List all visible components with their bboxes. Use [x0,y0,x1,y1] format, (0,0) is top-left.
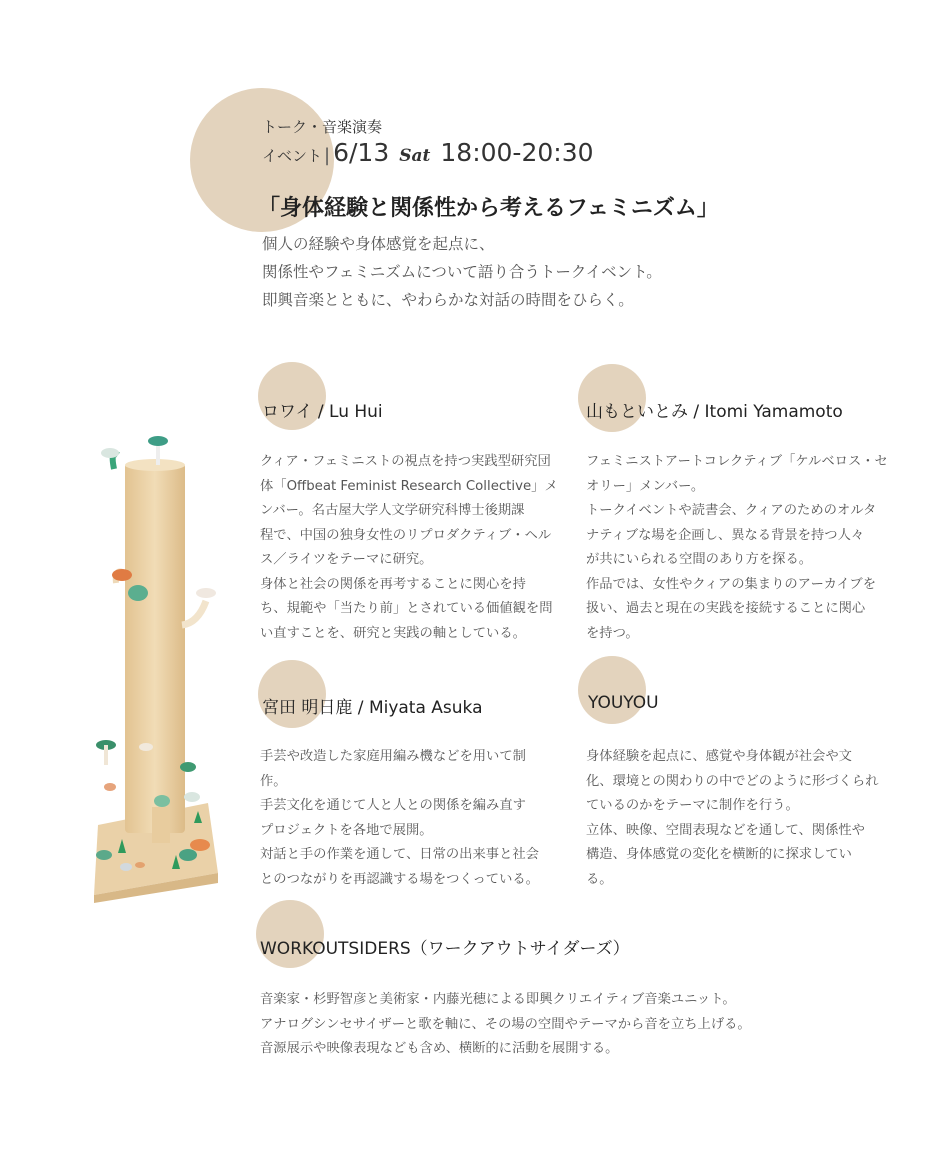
profile-name-luhui: ロワイ / Lu Hui [262,402,383,422]
event-separator: | [324,145,331,166]
bio-line: 扱い、過去と現在の実践を接続することに関心 [586,601,866,616]
profile-circle-youyou [578,656,646,724]
bio-line: 手芸文化を通じて人と人との関係を編み直す [260,798,526,813]
bio-line: 程で、中国の独身女性のリプロダクティブ・ヘル [260,527,552,543]
bio-line: とのつながりを再認識する場をつくっている。 [260,871,539,887]
profile-name-itomi: 山もといとみ / Itomi Yamamoto [586,402,843,422]
intro-line: 即興音楽とともに、やわらかな対話の時間をひらく。 [262,291,634,309]
bio-line: オリー」メンバー。 [586,478,705,494]
event-time: 18:00-20:30 [440,138,594,167]
profile-bio-youyou [586,745,879,892]
event-title: 「身体経験と関係性から考えるフェミニズム」 [258,196,719,221]
bio-line: 立体、映像、空間表現などを通して、関係性や [586,822,865,838]
bio-line: 身体経験を起点に、感覚や身体観が社会や文 [586,749,852,764]
bio-line: ているのかをテーマに制作を行う。 [586,798,799,813]
event-type-label: トーク・音楽演奏 [262,118,383,136]
event-intro [262,230,662,314]
profile-name-youyou: YOUYOU [588,693,659,713]
profile-bio-workoutsiders [260,988,751,1062]
bio-line: い直すことを、研究と実践の軸としている。 [260,625,526,641]
mushroom-sculpture-illustration [80,425,230,905]
bio-line: クィア・フェミニストの視点を持つ実践型研究団 [260,454,551,469]
profile-name-workoutsiders: WORKOUTSIDERS（ワークアウトサイダーズ） [260,939,630,959]
bio-line: アナログシンセサイザーと歌を軸に、その場の空間やテーマから音を立ち上げる。 [260,1016,751,1032]
bio-line: 体「Offbeat Feminist Research Collective」メ [260,478,558,494]
bio-line: ンバー。名古屋大学人文学研究科博士後期課 [260,503,525,518]
profile-bio-itomi [586,450,888,646]
event-date: 6/13 [333,138,390,167]
bio-line: 音源展示や映像表現なども含め、横断的に活動を展開する。 [260,1041,619,1056]
bio-line: を持つ。 [586,625,639,641]
bio-line: 身体と社会の関係を再考することに関心を持 [260,576,526,592]
bio-line: ス／ライツをテーマに研究。 [260,552,433,567]
profile-name-asuka: 宮田 明日鹿 / Miyata Asuka [262,698,483,718]
intro-line: 個人の経験や身体感覚を起点に、 [262,235,495,253]
profile-bio-asuka [260,745,539,892]
bio-line: 対話と手の作業を通して、日常の出来事と社会 [260,847,539,862]
bio-line: 作。 [260,773,287,789]
profile-bio-luhui [260,450,558,646]
bio-line: 音楽家・杉野智彦と美術家・内藤光穂による即興クリエイティブ音楽ユニット。 [260,992,736,1007]
bio-line: プロジェクトを各地で展開。 [260,822,433,838]
event-label: イベント [262,147,323,165]
bio-line: トークイベントや読書会、クィアのためのオルタ [586,503,877,518]
bio-line: フェミニストアートコレクティブ「ケルベロス・セ [586,454,888,469]
bio-line: が共にいられる空間のあり方を探る。 [586,552,813,567]
bio-line: 作品では、女性やクィアの集まりのアーカイブを [586,576,877,592]
event-datetime [262,138,594,167]
bio-line: 手芸や改造した家庭用編み機などを用いて制 [260,749,526,764]
event-weekday: Sat [399,146,431,166]
bio-line: ナティブな場を企画し、異なる背景を持つ人々 [586,527,865,543]
bio-line: る。 [586,871,613,887]
bio-line: 構造、身体感覚の変化を横断的に探求してい [586,847,852,862]
bio-line: 化、環境との関わりの中でどのように形づくられ [586,773,879,789]
bio-line: ち、規範や「当たり前」とされている価値観を問 [260,601,553,616]
intro-line: 関係性やフェミニズムについて語り合うトークイベント。 [262,263,662,281]
